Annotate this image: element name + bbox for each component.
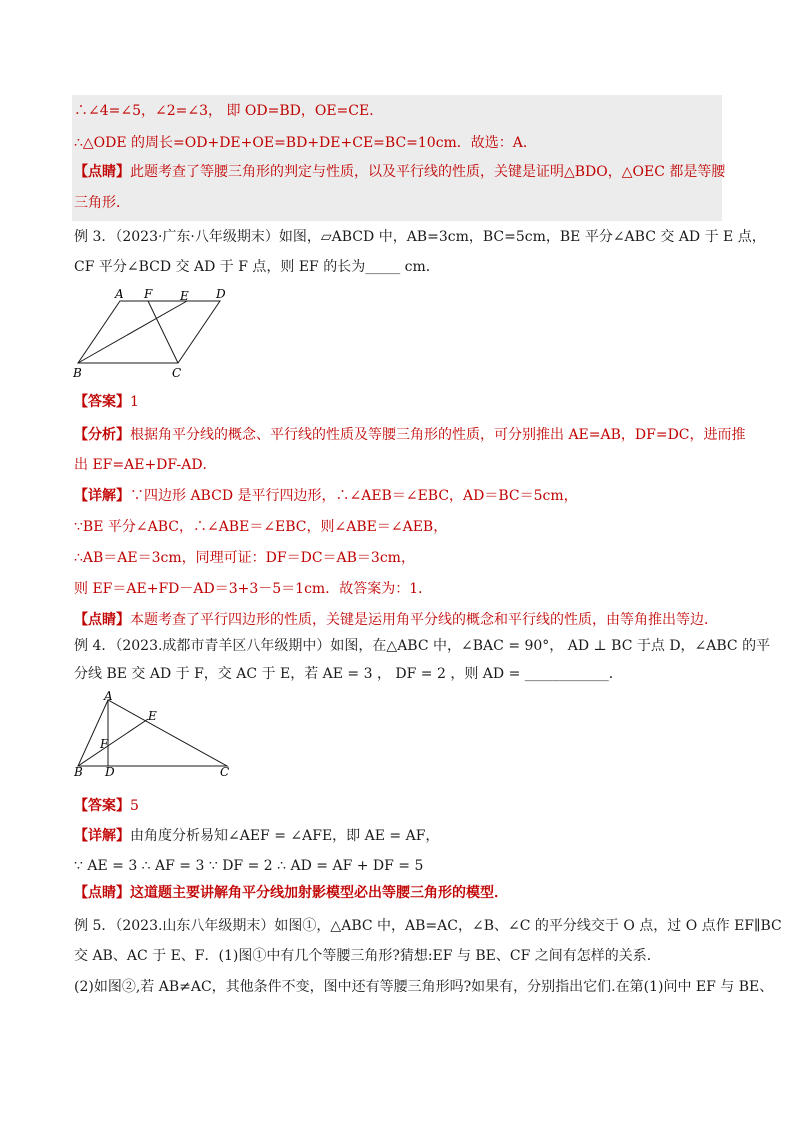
example-5-question-line-2: 交 AB、AC 于 E、F．(1)图①中有几个等腰三角形?猜想:EF 与 BE、CF 之间有怎样的关系．	[74, 948, 661, 964]
example-4-question-line-1: 例 4．（2023.成都市青羊区八年级期中）如图，在△ABC 中，∠BAC = 90°， AD ⊥ BC 于点 D，∠ABC 的平	[74, 638, 771, 654]
label-d: D	[216, 287, 226, 301]
example-4-question-line-2: 分线 BE 交 AD 于 F，交 AC 于 E，若 AE = 3 ， DF = 2 ，则 AD = ____________．	[74, 666, 623, 682]
example-3-question-line-1: 例 3．（2023·广东·八年级期末）如图，▱ABCD 中，AB=3cm，BC=5cm，BE 平分∠ABC 交 AD 于 E 点，	[74, 229, 766, 245]
example-4-detail-line-2: ∵ AE = 3 ∴ AF = 3 ∵ DF = 2 ∴ AD = AF + DF = 5	[74, 858, 424, 874]
parallelogram-abcd	[78, 301, 220, 363]
label-d: D	[105, 765, 115, 779]
label-b: B	[74, 765, 83, 779]
segment-cf	[148, 301, 178, 363]
answer-value: 1	[130, 394, 139, 410]
detail-tag: 【详解】	[74, 488, 130, 504]
example-3-detail-line-3: ∴AB＝AE＝3cm，同理可证：DF＝DC＝AB＝3cm，	[74, 550, 415, 566]
label-a: A	[104, 690, 113, 703]
answer-tag: 【答案】	[74, 394, 130, 410]
parallelogram-figure	[70, 285, 240, 380]
label-c: C	[220, 765, 230, 779]
label-a: A	[115, 287, 124, 301]
example-3-detail-line-4: 则 EF＝AE+FD－AD＝3+3－5＝1cm．故答案为：1．	[74, 581, 433, 597]
example-3-answer	[74, 392, 139, 412]
example-4-comment	[74, 883, 508, 903]
example-5-question-line-3: (2)如图②,若 AB≠AC，其他条件不变，图中还有等腰三角形吗?如果有，分别指出它们.在第(1)问中 EF 与 BE、	[74, 979, 774, 995]
solution-line-1: ∴∠4=∠5，∠2=∠3， 即 OD=BD，OE=CE．	[74, 103, 384, 119]
example-3-detail-line-2: ∵BE 平分∠ABC，∴∠ABE＝∠EBC，则∠ABE＝∠AEB，	[74, 519, 448, 535]
detail-text-1: 由角度分析易知∠AEF = ∠AFE，即 AE = AF，	[130, 828, 440, 844]
comment-tag: 【点睛】	[74, 164, 130, 180]
solution-line-2: ∴△ODE 的周长=OD+DE+OE=BD+DE+CE=BC=10cm．故选：A．	[74, 135, 537, 151]
example-3-analysis-line-1	[74, 425, 746, 445]
label-e: E	[148, 709, 157, 723]
detail-text-1: ∵四边形 ABCD 是平行四边形，∴∠AEB＝∠EBC，AD＝BC＝5cm，	[130, 488, 578, 504]
comment-line-2: 三角形．	[74, 195, 130, 211]
label-b: B	[73, 366, 82, 380]
comment-text: 这道题主要讲解角平分线加射影模型必出等腰三角形的模型．	[130, 885, 508, 901]
example-4-detail-line-1	[74, 826, 439, 846]
label-f: F	[144, 287, 153, 301]
example-3-analysis-line-2: 出 EF=AE+DF-AD．	[74, 457, 217, 473]
analysis-text-1: 根据角平分线的概念、平行线的性质及等腰三角形的性质，可分别推出 AE=AB，DF=DC，进而推	[130, 427, 746, 443]
example-5-question-line-1: 例 5．（2023.山东八年级期末）如图①，△ABC 中，AB=AC，∠B、∠C 的平分线交于 O 点，过 O 点作 EF∥BC	[74, 918, 782, 934]
answer-tag: 【答案】	[74, 798, 130, 814]
label-f: F	[100, 737, 109, 751]
example-4-answer	[74, 796, 139, 816]
label-c: C	[172, 366, 182, 380]
right-triangle-figure	[70, 690, 240, 780]
comment-tag: 【点睛】	[74, 612, 130, 628]
example-3-detail-line-1	[74, 486, 578, 506]
example-3-question-line-2: CF 平分∠BCD 交 AD 于 F 点，则 EF 的长为_____ cm．	[74, 259, 440, 275]
comment-line-1	[74, 162, 725, 182]
comment-text: 本题考查了平行四边形的性质，关键是运用角平分线的概念和平行线的性质，由等角推出等边．	[130, 612, 718, 628]
example-3-comment	[74, 610, 718, 630]
comment-text-1: 此题考查了等腰三角形的判定与性质，以及平行线的性质，关键是证明△BDO，△OEC 都是等腰	[130, 164, 726, 180]
analysis-tag: 【分析】	[74, 427, 130, 443]
comment-tag: 【点睛】	[74, 885, 130, 901]
answer-value: 5	[130, 798, 139, 814]
segment-be	[78, 301, 187, 363]
label-e: E	[180, 289, 189, 303]
detail-tag: 【详解】	[74, 828, 130, 844]
